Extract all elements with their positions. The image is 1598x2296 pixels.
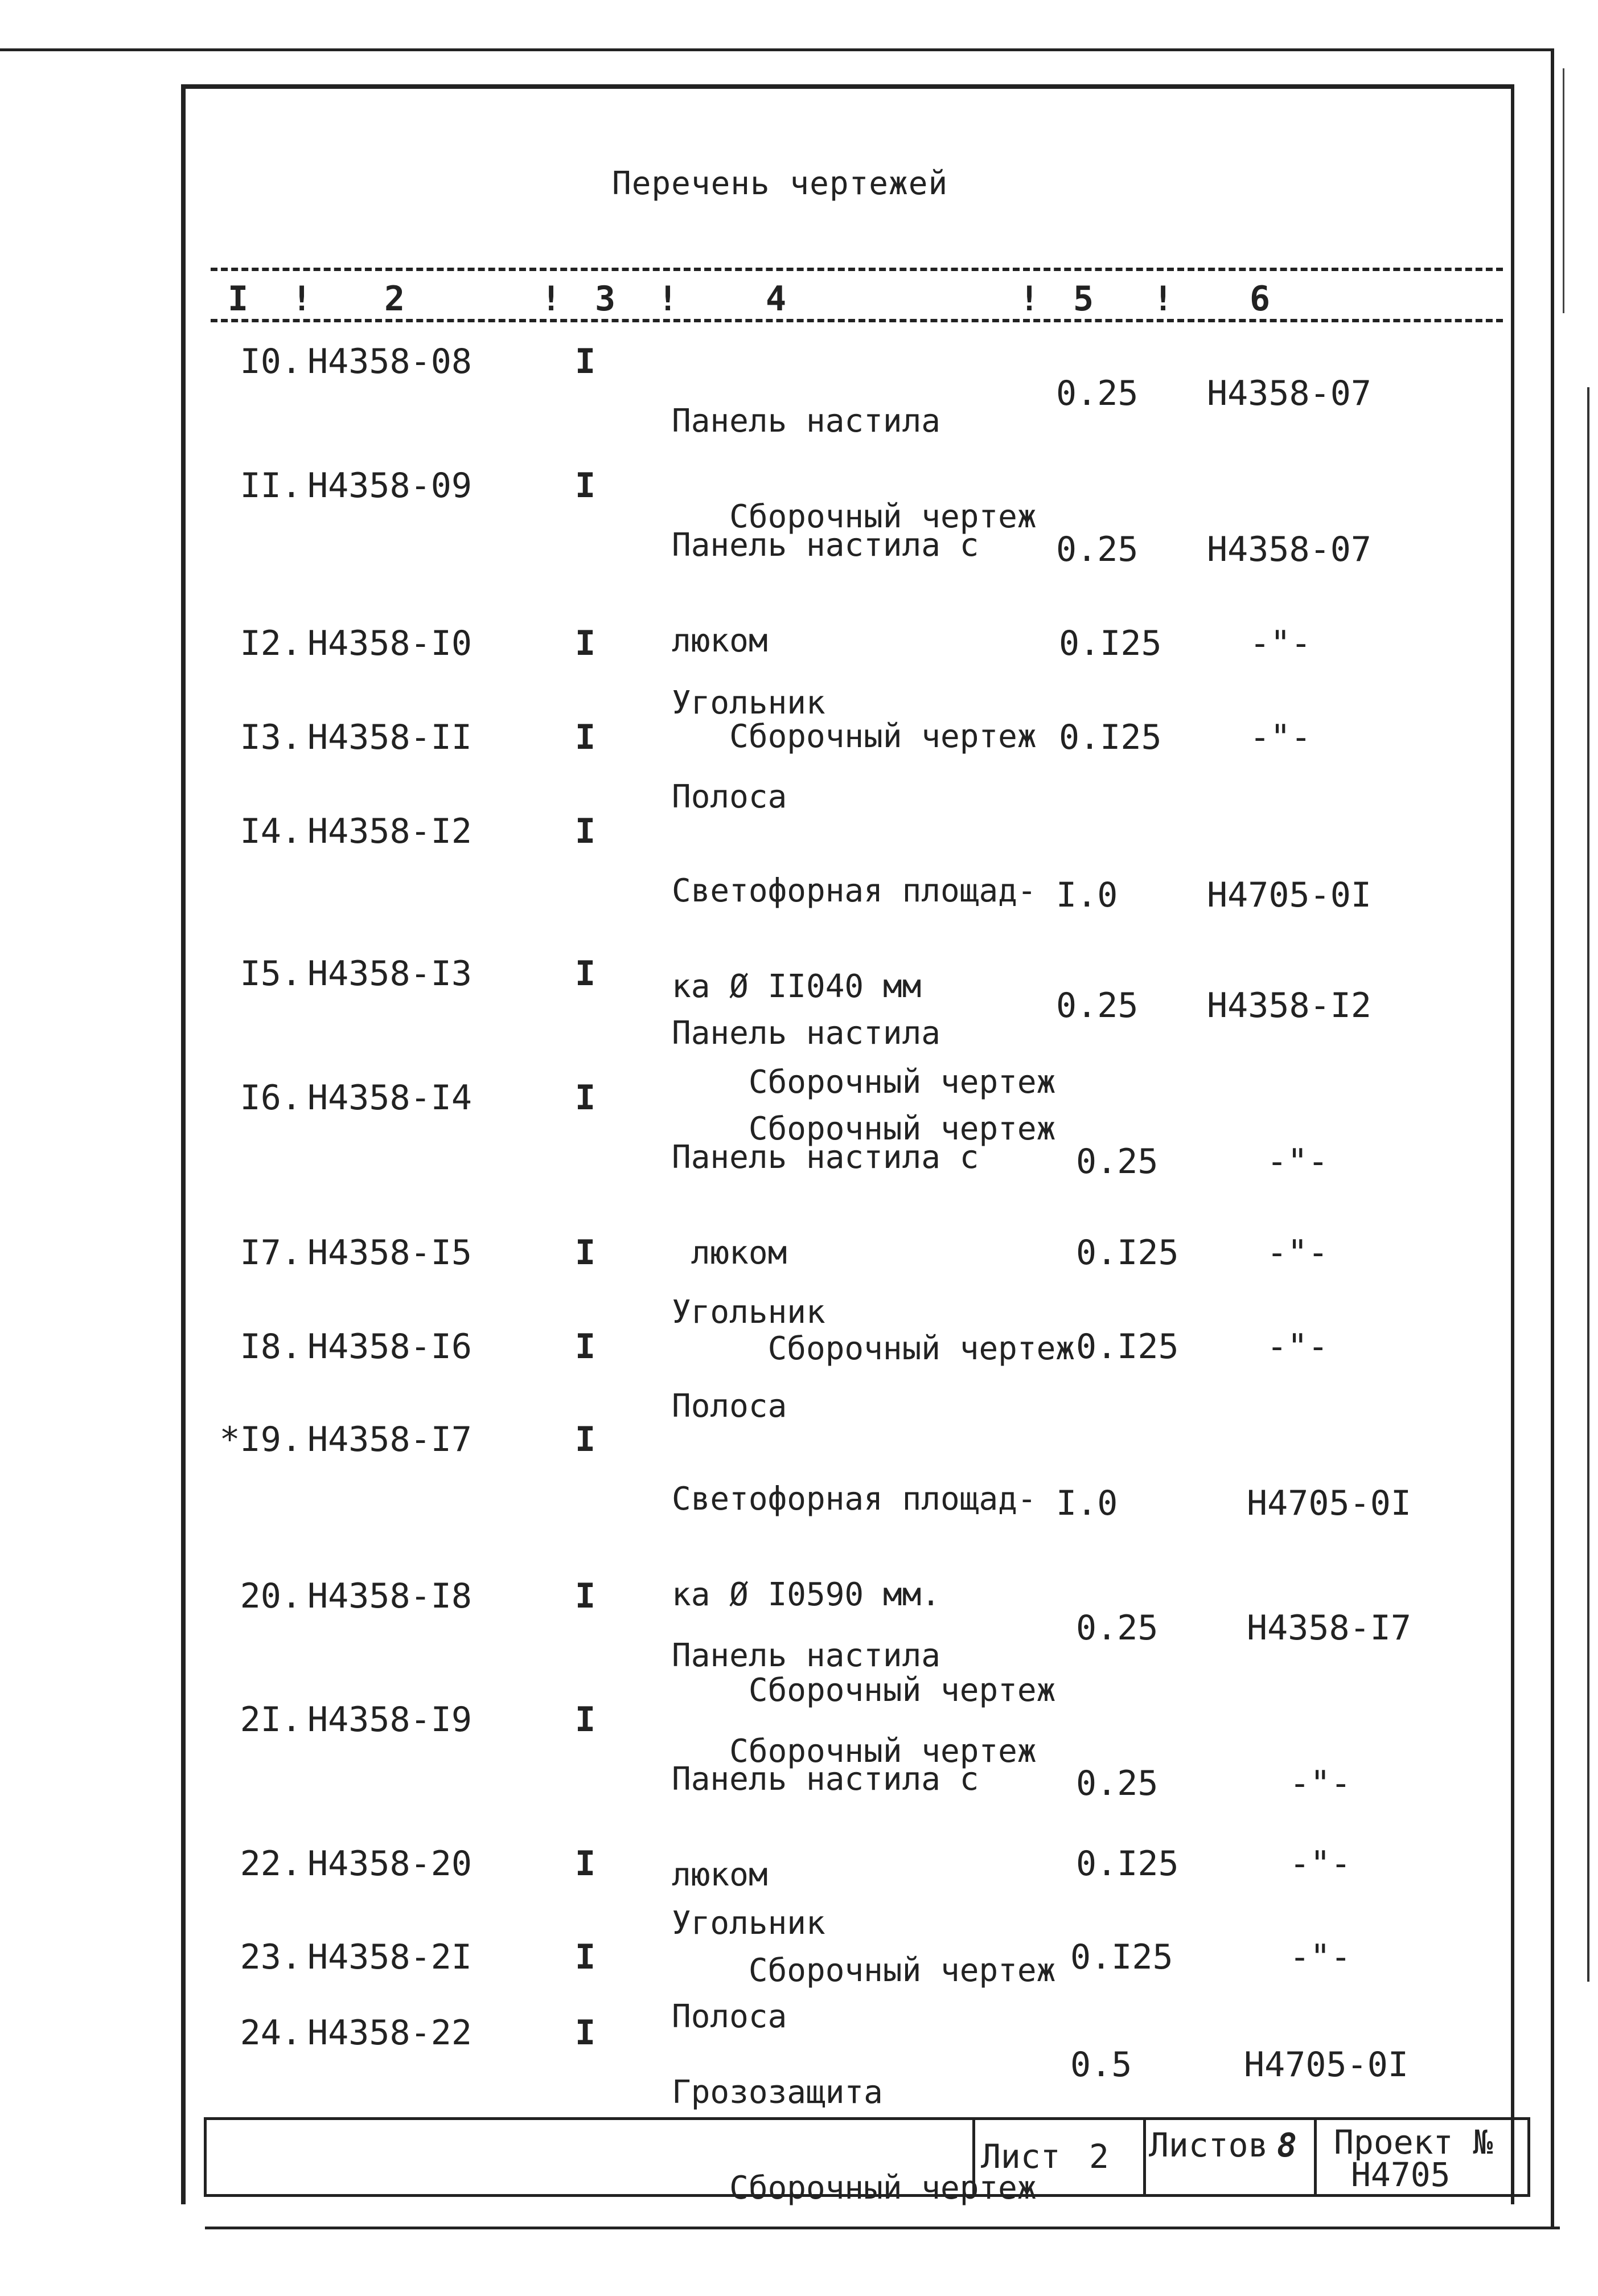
row-number: I0. bbox=[240, 342, 302, 382]
sheets-value: 8 bbox=[1277, 2126, 1297, 2164]
quantity: I bbox=[575, 624, 596, 663]
quantity: I bbox=[575, 2013, 596, 2053]
mass-value: 0.I25 bbox=[1076, 1233, 1179, 1273]
mass-value: 0.25 bbox=[1056, 374, 1139, 413]
reference-code: H4705-0I bbox=[1207, 875, 1371, 915]
quantity: I bbox=[575, 1700, 596, 1740]
quantity: I bbox=[575, 1937, 596, 1977]
drawing-code: H4358-I4 bbox=[307, 1078, 472, 1118]
mass-value: 0.I25 bbox=[1059, 624, 1162, 663]
row-number: I3. bbox=[240, 718, 302, 757]
header-separator: ! bbox=[291, 279, 313, 319]
name-line: Сборочный чертеж bbox=[672, 2170, 1037, 2207]
row-number: I6. bbox=[240, 1078, 302, 1118]
drawing-code: H4358-20 bbox=[307, 1844, 472, 1884]
quantity: I bbox=[575, 466, 596, 506]
mass-value: 0.I25 bbox=[1076, 1844, 1179, 1884]
name-line: Сборочный чертеж bbox=[672, 718, 1037, 755]
quantity: I bbox=[575, 811, 596, 851]
row-number: I7. bbox=[240, 1233, 302, 1273]
name-line: Полоса bbox=[672, 1998, 787, 2035]
drawing-code: H4358-22 bbox=[307, 2013, 472, 2053]
row-number: I2. bbox=[240, 624, 302, 663]
name-line: Угольник bbox=[672, 1294, 825, 1331]
reference-code: -"- bbox=[1250, 718, 1312, 757]
sheet-label: Лист bbox=[981, 2137, 1061, 2176]
name-line: Панель настила с bbox=[672, 1761, 979, 1798]
header-col-6: 6 bbox=[1250, 279, 1271, 319]
drawing-code: H4358-I5 bbox=[307, 1233, 472, 1273]
reference-code: H4358-07 bbox=[1207, 374, 1371, 413]
quantity: I bbox=[575, 954, 596, 994]
row-number: I4. bbox=[240, 811, 302, 851]
sheet-value: 2 bbox=[1089, 2137, 1109, 2176]
quantity: I bbox=[575, 718, 596, 757]
header-separator: ! bbox=[541, 279, 562, 319]
drawing-code: H4358-I2 bbox=[307, 811, 472, 851]
quantity: I bbox=[575, 1233, 596, 1273]
name-line: Сборочный чертеж bbox=[672, 1064, 1056, 1101]
header-rule-top bbox=[211, 268, 1503, 271]
name-line: Полоса bbox=[672, 778, 787, 815]
drawing-code: H4358-II bbox=[307, 718, 472, 757]
reference-code: -"- bbox=[1289, 1764, 1351, 1803]
name-line: Сборочный чертеж bbox=[672, 1672, 1056, 1709]
reference-code: -"- bbox=[1289, 1937, 1351, 1977]
name-line: Панель настила с bbox=[672, 527, 979, 564]
quantity: I bbox=[575, 1078, 596, 1118]
row-number: 23. bbox=[240, 1937, 302, 1977]
header-separator: ! bbox=[1019, 279, 1040, 319]
name-line: люком bbox=[672, 1235, 787, 1272]
row-number: I8. bbox=[240, 1327, 302, 1367]
row-number: II. bbox=[240, 466, 302, 506]
name-line: Панель настила bbox=[672, 1637, 941, 1674]
mass-value: I.0 bbox=[1056, 875, 1118, 915]
drawing-code: H4358-I0 bbox=[307, 624, 472, 663]
project-label: Проект № bbox=[1334, 2123, 1493, 2162]
name-line: Панель настила bbox=[672, 1015, 941, 1052]
header-col-5: 5 bbox=[1073, 279, 1094, 319]
drawing-code: H4358-I6 bbox=[307, 1327, 472, 1367]
header-col-3: 3 bbox=[595, 279, 616, 319]
name-line: Сборочный чертеж bbox=[672, 1952, 1056, 1989]
project-cell bbox=[1314, 2120, 1530, 2194]
reference-code: -"- bbox=[1250, 624, 1312, 663]
name-line: люком bbox=[672, 1856, 768, 1893]
name-line: Сборочный чертеж bbox=[672, 1330, 1075, 1367]
sheets-label: Листов bbox=[1149, 2126, 1268, 2164]
mass-value: 0.I25 bbox=[1070, 1937, 1173, 1977]
name-line: ка Ø I0590 мм. bbox=[672, 1576, 941, 1613]
header-col-1: I bbox=[228, 279, 249, 319]
drawing-code: H4358-I7 bbox=[307, 1420, 472, 1459]
page-title: Перечень чертежей bbox=[612, 165, 948, 202]
quantity: I bbox=[575, 1420, 596, 1459]
project-value: H4705 bbox=[1351, 2155, 1451, 2194]
header-rule-bottom bbox=[211, 319, 1503, 322]
edge-line bbox=[1587, 387, 1589, 1982]
drawing-code: H4358-08 bbox=[307, 342, 472, 382]
header-separator: ! bbox=[1153, 279, 1174, 319]
reference-code: H4705-0I bbox=[1247, 1483, 1411, 1523]
name-line: Сборочный чертеж bbox=[672, 1110, 1056, 1147]
row-number: 20. bbox=[240, 1576, 302, 1616]
quantity: I bbox=[575, 1576, 596, 1616]
row-number: *I9. bbox=[219, 1420, 302, 1459]
name-line: Светофорная площад- bbox=[672, 1481, 1037, 1518]
quantity: I bbox=[575, 1327, 596, 1367]
mass-value: 0.I25 bbox=[1059, 718, 1162, 757]
name-line: Сборочный чертеж bbox=[672, 1733, 1037, 1770]
reference-code: H4358-I2 bbox=[1207, 986, 1371, 1026]
mass-value: 0.25 bbox=[1056, 530, 1139, 569]
name-line: Панель настила с bbox=[672, 1139, 979, 1176]
sheets-cell bbox=[1143, 2120, 1314, 2194]
name-line: люком bbox=[672, 622, 768, 659]
name-line: Угольник bbox=[672, 684, 825, 721]
header-col-2: 2 bbox=[384, 279, 405, 319]
drawing-code: H4358-2I bbox=[307, 1937, 472, 1977]
reference-code: -"- bbox=[1267, 1327, 1329, 1367]
name-line: Грозозащита bbox=[672, 2074, 883, 2111]
mass-value: 0.25 bbox=[1076, 1764, 1159, 1803]
reference-code: -"- bbox=[1267, 1142, 1329, 1182]
reference-code: -"- bbox=[1267, 1233, 1329, 1273]
mass-value: 0.5 bbox=[1070, 2045, 1132, 2085]
quantity: I bbox=[575, 342, 596, 382]
reference-code: -"- bbox=[1289, 1844, 1351, 1884]
reference-code: H4358-I7 bbox=[1247, 1608, 1411, 1648]
header-separator: ! bbox=[658, 279, 679, 319]
sheet-cell bbox=[972, 2120, 1143, 2194]
mass-value: I.0 bbox=[1056, 1483, 1118, 1523]
title-block bbox=[204, 2117, 1530, 2197]
reference-code: H4705-0I bbox=[1244, 2045, 1408, 2085]
name-line: Светофорная площад- bbox=[672, 872, 1037, 909]
row-number: 2I. bbox=[240, 1700, 302, 1740]
row-number: 24. bbox=[240, 2013, 302, 2053]
reference-code: H4358-07 bbox=[1207, 530, 1371, 569]
drawing-code: H4358-I8 bbox=[307, 1576, 472, 1616]
drawing-code: H4358-I3 bbox=[307, 954, 472, 994]
mass-value: 0.I25 bbox=[1076, 1327, 1179, 1367]
edge-line bbox=[1563, 68, 1564, 313]
mass-value: 0.25 bbox=[1076, 1608, 1159, 1648]
drawing-code: H4358-I9 bbox=[307, 1700, 472, 1740]
name-line: Угольник bbox=[672, 1905, 825, 1942]
mass-value: 0.25 bbox=[1076, 1142, 1159, 1182]
quantity: I bbox=[575, 1844, 596, 1884]
row-number: I5. bbox=[240, 954, 302, 994]
drawing-code: H4358-09 bbox=[307, 466, 472, 506]
name-line: Полоса bbox=[672, 1388, 787, 1425]
row-number: 22. bbox=[240, 1844, 302, 1884]
name-line: Сборочный чертеж bbox=[672, 498, 1037, 535]
name-line: ка Ø II040 мм bbox=[672, 968, 922, 1005]
header-col-4: 4 bbox=[766, 279, 787, 319]
mass-value: 0.25 bbox=[1056, 986, 1139, 1026]
name-line: Панель настила bbox=[672, 403, 941, 440]
